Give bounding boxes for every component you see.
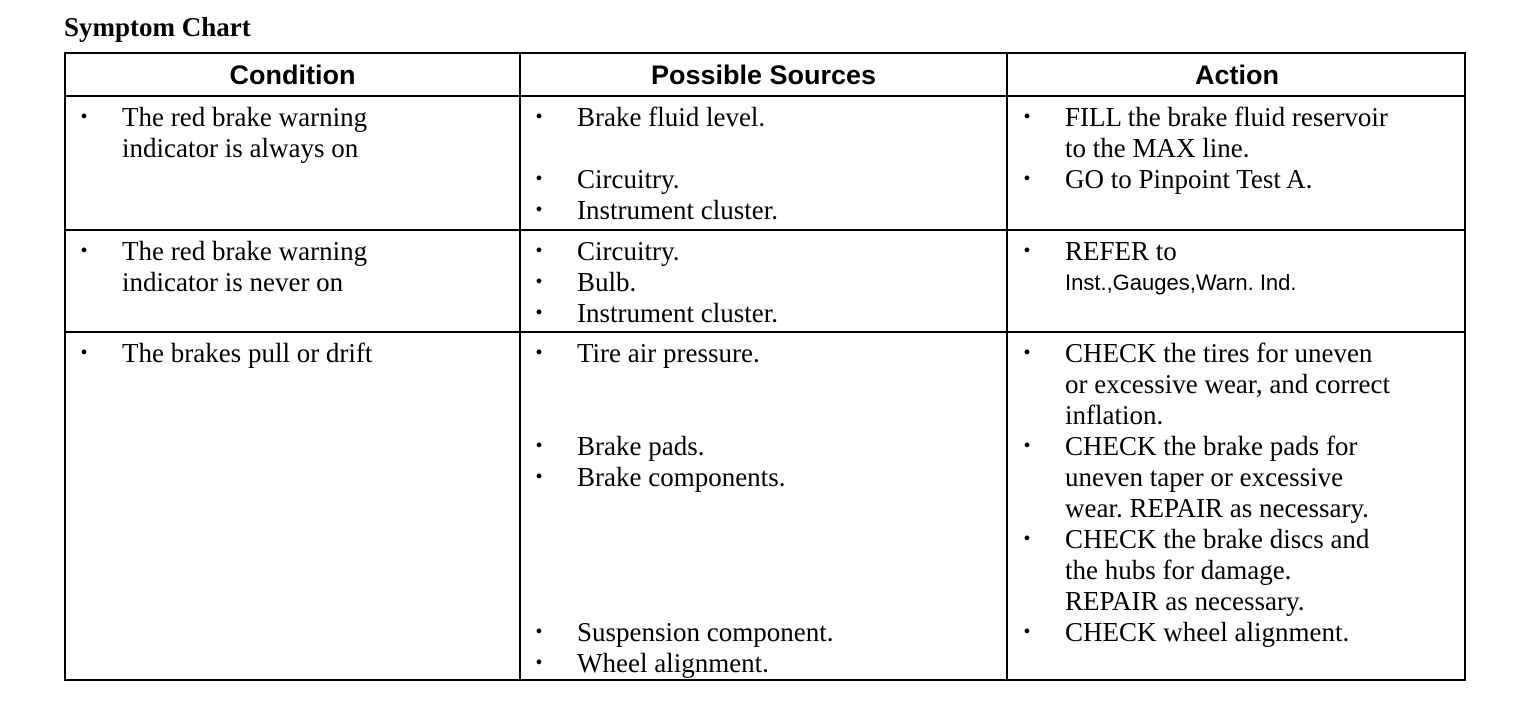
bullet: • xyxy=(1023,342,1031,364)
page-title: Symptom Chart xyxy=(64,12,251,42)
bullet: • xyxy=(1023,168,1031,190)
header-possible-sources: Possible Sources xyxy=(650,60,877,90)
action-text: wear. REPAIR as necessary. xyxy=(1065,493,1369,523)
condition-text: The brakes pull or drift xyxy=(122,338,373,368)
bullet: • xyxy=(535,271,543,293)
row-divider xyxy=(66,229,1464,231)
condition-text: indicator is never on xyxy=(122,267,344,297)
bullet: • xyxy=(535,621,543,643)
action-text: Inst.,Gauges,Warn. Ind. xyxy=(1065,270,1297,295)
action-text: REFER to xyxy=(1065,236,1177,266)
source-text: Suspension component. xyxy=(577,617,834,647)
action-text: REPAIR as necessary. xyxy=(1065,586,1305,616)
bullet: • xyxy=(535,342,543,364)
bullet: • xyxy=(1023,528,1031,550)
bullet: • xyxy=(80,106,88,128)
source-text: Wheel alignment. xyxy=(577,648,769,678)
symptom-table xyxy=(64,52,1466,681)
condition-text: The red brake warning xyxy=(122,102,368,132)
bullet: • xyxy=(535,240,543,262)
column-divider xyxy=(519,54,521,679)
action-text: inflation. xyxy=(1065,400,1164,430)
action-text: uneven taper or excessive xyxy=(1065,462,1344,492)
bullet: • xyxy=(535,302,543,324)
bullet: • xyxy=(535,106,543,128)
bullet: • xyxy=(535,168,543,190)
bullet: • xyxy=(1023,106,1031,128)
condition-text: The red brake warning xyxy=(122,236,368,266)
bullet: • xyxy=(1023,435,1031,457)
column-divider xyxy=(1006,54,1008,679)
bullet: • xyxy=(535,199,543,221)
source-text: Circuitry. xyxy=(577,164,680,194)
action-text: FILL the brake fluid reservoir xyxy=(1065,102,1388,132)
action-text: the hubs for damage. xyxy=(1065,555,1292,585)
action-text: GO to Pinpoint Test A. xyxy=(1065,164,1313,194)
condition-text: indicator is always on xyxy=(122,133,359,163)
source-text: Brake pads. xyxy=(577,431,705,461)
header-action: Action xyxy=(1195,60,1279,90)
bullet: • xyxy=(535,466,543,488)
bullet: • xyxy=(1023,240,1031,262)
source-text: Circuitry. xyxy=(577,236,680,266)
action-text: CHECK the tires for uneven xyxy=(1065,338,1373,368)
source-text: Instrument cluster. xyxy=(577,195,778,225)
source-text: Brake components. xyxy=(577,462,786,492)
action-text: to the MAX line. xyxy=(1065,133,1250,163)
bullet: • xyxy=(535,435,543,457)
source-text: Brake fluid level. xyxy=(577,102,766,132)
source-text: Instrument cluster. xyxy=(577,298,778,328)
header-condition: Condition xyxy=(229,60,356,90)
bullet: • xyxy=(535,652,543,674)
action-text: CHECK wheel alignment. xyxy=(1065,617,1350,647)
source-text: Tire air pressure. xyxy=(577,338,760,368)
bullet: • xyxy=(80,342,88,364)
action-text: CHECK the brake discs and xyxy=(1065,524,1370,554)
action-text: CHECK the brake pads for xyxy=(1065,431,1358,461)
action-text: or excessive wear, and correct xyxy=(1065,369,1390,399)
source-text: Bulb. xyxy=(577,267,637,297)
bullet: • xyxy=(1023,621,1031,643)
row-divider xyxy=(66,331,1464,333)
bullet: • xyxy=(80,240,88,262)
